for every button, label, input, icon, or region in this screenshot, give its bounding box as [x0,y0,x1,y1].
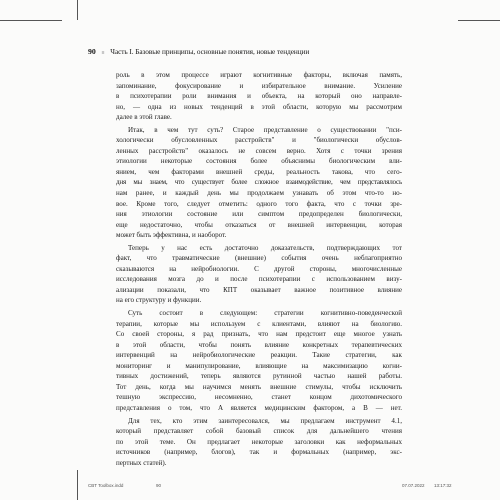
running-header [88,46,448,57]
text-line: исследования мозга до и после психотерапии с использованием визу- [116,275,402,284]
text-line: источников (например, блогов), так и формальных (например, экс- [116,448,402,457]
paragraph-first-line: Теперь у нас есть достаточно доказательств, подтверждающих тот [128,243,402,252]
text-line: ленных расстройств" оказалось не совсем верно. Хотя с точки зрения [116,146,402,155]
text-line: в этой области, чтобы понять влияние конкретных терапевтических [116,340,402,349]
text-line: мониторинг и манипулирование, влияющие на максимизацию когни- [116,361,402,370]
page-number: 90 [88,47,96,56]
text-line: запоминание, фокусирование и избирательное внимание. Усиление [116,81,402,90]
paragraph-first-line: Суть состоит в следующем: стратегии когнитивно-поведенческой [128,309,402,318]
text-line: хологически обусловленных расстройств" и "биологически обуслов- [116,136,402,145]
slug-date: 07.07.2022 [402,483,425,488]
body-text [116,70,402,468]
text-line: может быть эффективна, и наоборот. [116,231,227,240]
text-line: на его структуру и функции. [116,296,202,305]
crop-mark-bottom [77,470,78,500]
text-line: далее в этой главе. [116,113,172,122]
text-line: нам ранее, и каждый день мы продолжаем узнавать об этом что-то но- [116,189,402,198]
text-line: еще недостаточно, чтобы отказаться от внешней интервенции, которая [116,220,402,229]
slug-file-name: CBT Toolbox.indd [88,483,124,488]
text-line: Тот день, когда мы научимся менять внешние стимулы, чтобы исключить [116,382,402,391]
header-separator-icon: ≡ [101,51,105,56]
crop-mark-right [458,20,500,21]
text-line: Со своей стороны, я рад признать, что нам предстоит еще многое узнать [116,330,402,339]
crop-mark-top [77,0,78,20]
text-line: тивных достижений, теперь являются рутинной частью нашей работы. [116,372,402,381]
text-line: этиологии некоторые состояния более объяснимы биологическим вли- [116,157,402,166]
text-line: вое. Кроме того, следует отметить: одного того факта, что с точки зре- [116,199,402,208]
text-line: который представляет собой базовый список для дальнейшего чтения [116,427,402,436]
paragraph-first-line: Итак, в чем тут суть? Старое представление о существовании "пси- [128,125,402,134]
text-line: тешную экспрессию, несомненно, станет концом дихотомического [116,393,402,402]
text-line: но, — одна из новых тенденций в этой области, которую мы рассмотрим [116,102,402,111]
text-line: роль в этом процессе играют когнитивные факторы, включая память, [116,71,402,79]
text-line: в психотерапии роли внимания и объекта, на который оно направле- [116,92,402,101]
text-line: сказываются на нейробиологии. С другой стороны, многочисленные [116,264,402,273]
slug-page-number: 90 [156,483,162,488]
running-header-title: Часть I. Базовые принципы, основные понятия, новые тенденции [110,47,310,56]
text-line: янием, чем факторами внешней среды, реальность такова, что сего- [116,167,402,176]
text-line: ния этиологии состояние или симптом предопределен биологически, [116,210,402,219]
text-line: ализации показали, что КПТ оказывает важное позитивное влияние [116,285,402,294]
crop-mark-left [0,20,62,21]
text-line: пертных статей). [116,458,167,467]
text-line: представления о том, что A является медицинским фактором, а B — нет. [116,403,402,412]
text-line: интервенций на нейробиологические реакции. Такие стратегии, как [116,351,402,360]
text-line: терапии, которые мы используем с клиентами, влияют на биологию. [116,319,402,328]
text-line: по этой теме. Он предлагает некоторые заголовки как неформальных [116,437,402,446]
paragraph-first-line: Для тех, кто этим заинтересовался, мы предлагаем инструмент 4.1, [128,416,402,425]
print-slug [88,482,452,490]
slug-time: 13:17:32 [434,483,452,488]
text-line: дня мы знаем, что существует более сложное взаимодействие, чем представлялось [116,178,402,187]
text-line: факт, что травматические (внешние) события очень неблагоприятно [116,254,402,263]
